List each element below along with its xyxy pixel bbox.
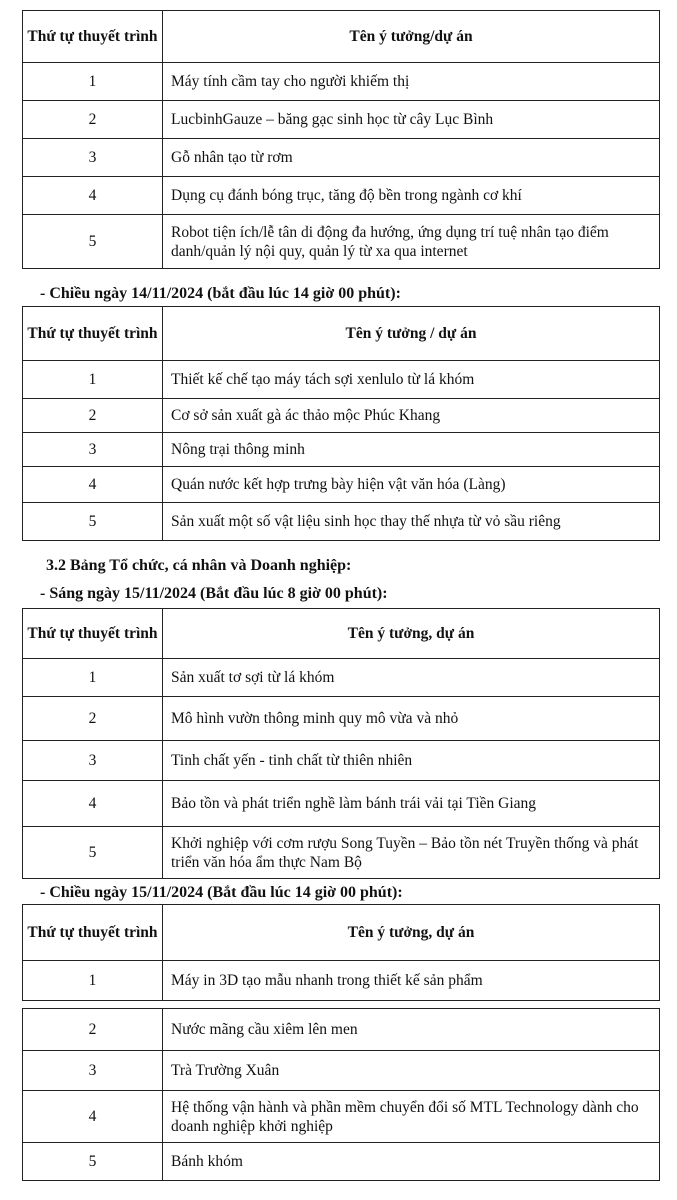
table-row <box>23 467 660 503</box>
table-row <box>23 63 660 101</box>
row-number: 5 <box>23 215 163 269</box>
table-row <box>23 399 660 433</box>
row-number: 4 <box>23 467 163 503</box>
table-header-row <box>23 905 660 961</box>
row-name: Máy tính cầm tay cho người khiếm thị <box>163 63 660 101</box>
row-name: Sản xuất tơ sợi từ lá khóm <box>163 659 660 697</box>
table-row <box>23 101 660 139</box>
row-number: 4 <box>23 1091 163 1143</box>
row-name: Khởi nghiệp với cơm rượu Song Tuyền – Bảo tồn nét Truyền thống và phát triển văn hóa ẩm thực Nam Bộ <box>163 827 660 879</box>
table-header-row <box>23 609 660 659</box>
row-number: 2 <box>23 399 163 433</box>
row-number: 3 <box>23 1051 163 1091</box>
row-name: Tinh chất yến - tinh chất từ thiên nhiên <box>163 741 660 781</box>
table-row <box>23 961 660 1001</box>
row-number: 4 <box>23 781 163 827</box>
header-order: Thứ tự thuyết trình <box>23 11 163 63</box>
table-row <box>23 827 660 879</box>
heading-afternoon-15: - Chiều ngày 15/11/2024 (Bắt đầu lúc 14 giờ 00 phút): <box>40 884 403 901</box>
table-header-row <box>23 11 660 63</box>
table-morning-14 <box>22 10 660 269</box>
table-row <box>23 697 660 741</box>
row-name: Trà Trường Xuân <box>163 1051 660 1091</box>
header-order: Thứ tự thuyết trình <box>23 307 163 361</box>
row-number: 5 <box>23 827 163 879</box>
table-header-row <box>23 307 660 361</box>
table-row <box>23 433 660 467</box>
row-name: LucbinhGauze – băng gạc sinh học từ cây Lục Bình <box>163 101 660 139</box>
row-name: Gỗ nhân tạo từ rơm <box>163 139 660 177</box>
header-name: Tên ý tưởng/dự án <box>163 11 660 63</box>
row-name: Mô hình vườn thông minh quy mô vừa và nhỏ <box>163 697 660 741</box>
row-name: Nước mãng cầu xiêm lên men <box>163 1009 660 1051</box>
row-number: 5 <box>23 1143 163 1181</box>
row-number: 3 <box>23 741 163 781</box>
row-name: Máy in 3D tạo mẫu nhanh trong thiết kế sản phẩm <box>163 961 660 1001</box>
table-row <box>23 1051 660 1091</box>
row-number: 2 <box>23 1009 163 1051</box>
header-order: Thứ tự thuyết trình <box>23 609 163 659</box>
row-name: Nông trại thông minh <box>163 433 660 467</box>
heading-section-3-2: 3.2 Bảng Tổ chức, cá nhân và Doanh nghiệp: <box>46 557 352 574</box>
table-row <box>23 1091 660 1143</box>
row-number: 1 <box>23 961 163 1001</box>
row-number: 1 <box>23 63 163 101</box>
header-order: Thứ tự thuyết trình <box>23 905 163 961</box>
row-number: 1 <box>23 659 163 697</box>
row-name: Bảo tồn và phát triển nghề làm bánh trái vải tại Tiền Giang <box>163 781 660 827</box>
row-number: 2 <box>23 697 163 741</box>
table-row <box>23 215 660 269</box>
row-name: Thiết kế chế tạo máy tách sợi xenlulo từ lá khóm <box>163 361 660 399</box>
table-row <box>23 361 660 399</box>
table-row <box>23 741 660 781</box>
table-afternoon-14 <box>22 306 660 541</box>
heading-afternoon-14: - Chiều ngày 14/11/2024 (bắt đầu lúc 14 giờ 00 phút): <box>40 285 401 302</box>
row-name: Bánh khóm <box>163 1143 660 1181</box>
row-name: Sản xuất một số vật liệu sinh học thay thế nhựa từ vỏ sầu riêng <box>163 503 660 541</box>
table-row <box>23 1143 660 1181</box>
row-number: 4 <box>23 177 163 215</box>
table-row <box>23 659 660 697</box>
header-name: Tên ý tưởng, dự án <box>163 905 660 961</box>
heading-morning-15: - Sáng ngày 15/11/2024 (Bắt đầu lúc 8 giờ 00 phút): <box>40 585 388 602</box>
row-name: Dụng cụ đánh bóng trục, tăng độ bền trong ngành cơ khí <box>163 177 660 215</box>
header-name: Tên ý tưởng / dự án <box>163 307 660 361</box>
row-name: Hệ thống vận hành và phần mềm chuyển đổi số MTL Technology dành cho doanh nghiệp khởi nghiệp <box>163 1091 660 1143</box>
row-number: 2 <box>23 101 163 139</box>
row-number: 3 <box>23 433 163 467</box>
table-row <box>23 139 660 177</box>
row-name: Quán nước kết hợp trưng bày hiện vật văn hóa (Làng) <box>163 467 660 503</box>
table-afternoon-15-continued <box>22 1008 660 1181</box>
table-row <box>23 781 660 827</box>
row-name: Robot tiện ích/lễ tân di động đa hướng, ứng dụng trí tuệ nhân tạo điểm danh/quản lý nội quy, quản lý từ xa qua internet <box>163 215 660 269</box>
row-name: Cơ sở sản xuất gà ác thảo mộc Phúc Khang <box>163 399 660 433</box>
table-row <box>23 177 660 215</box>
row-number: 3 <box>23 139 163 177</box>
table-row <box>23 1009 660 1051</box>
row-number: 5 <box>23 503 163 541</box>
table-row <box>23 503 660 541</box>
header-name: Tên ý tưởng, dự án <box>163 609 660 659</box>
row-number: 1 <box>23 361 163 399</box>
table-afternoon-15 <box>22 904 660 1001</box>
table-morning-15 <box>22 608 660 879</box>
